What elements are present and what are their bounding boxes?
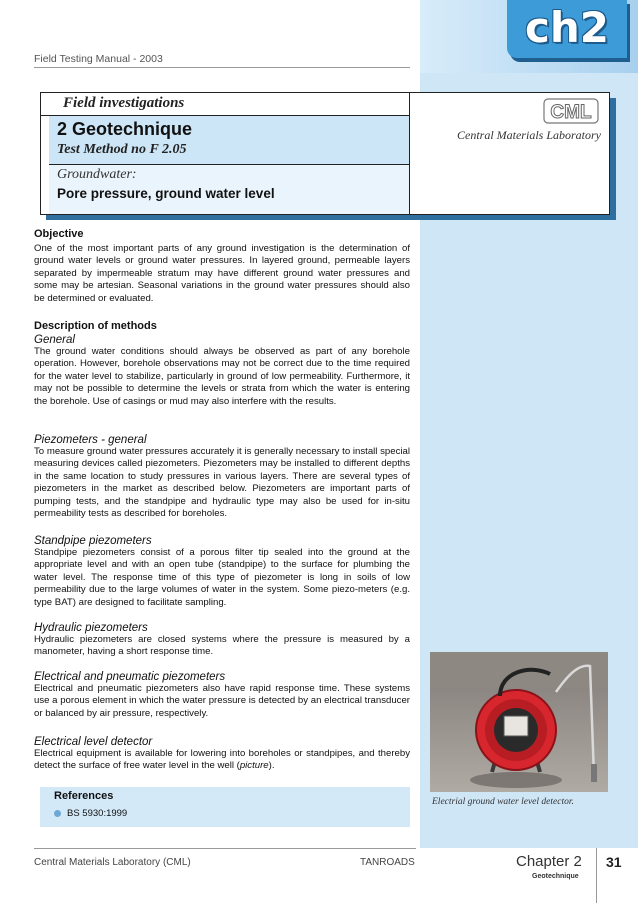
footer-rule — [34, 848, 416, 849]
electrical-pneumatic-text: Electrical and pneumatic piezometers also have rapid response time. These systems use a porous element in which the water pressure is detected by an electrical transducer or balanced by air pressure, respectively. — [34, 683, 410, 719]
piezometers-general-text: To measure ground water pressures accurately it is generally necessary to install special measuring devices called piezometers. Piezometers may be installed to different depths in the same location to study pressures in various layers. There are several types of piezometers in the market as described below. Piezometers are important parts of pumping tests, and the standpipe and hydraulic type may also be used for in-situ permeability tests as described for boreholes. — [34, 446, 410, 520]
bullet-icon — [54, 810, 61, 817]
test-method-label: Test Method no F 2.05 — [57, 142, 187, 157]
org-block — [410, 92, 610, 215]
level-detector-text: Electrical equipment is available for lowering into boreholes or standpipes, and thereby detect the surface of free water level in the well (picture). — [34, 748, 410, 772]
footer-right: TANROADS — [360, 857, 415, 868]
methods-section — [34, 320, 410, 408]
references-box — [40, 787, 410, 827]
standpipe-text: Standpipe piezometers consist of a porous filter tip sealed into the ground at the appropriate level and with an open tube (standpipe) to the surface for plumbing the water level. The response time of this type of piezometer is long in soils of low permeability due to the large volumes of water in the system. Some piezo-meters (e.g. type BAT) are designed to facilitate sampling. — [34, 547, 410, 608]
objective-section — [34, 228, 410, 305]
chapter-sublabel: Geotechnique — [532, 873, 579, 880]
org-name: Central Materials Laboratory — [456, 128, 601, 142]
svg-text:CML: CML — [550, 102, 592, 123]
standpipe-heading: Standpipe piezometers — [34, 535, 152, 547]
level-detector-heading: Electrical level detector — [34, 736, 153, 748]
page-number: 31 — [606, 854, 622, 870]
subject-label: Groundwater: — [57, 167, 137, 182]
general-heading: General — [34, 334, 75, 346]
objective-heading: Objective — [34, 228, 84, 240]
category-row — [41, 93, 409, 116]
reference-item: BS 5930:1999 — [54, 808, 127, 819]
cml-logo-icon — [543, 98, 599, 124]
level-detector-photo — [430, 652, 608, 792]
category-label: Field investigations — [63, 95, 185, 111]
standpipe-section — [34, 535, 410, 609]
chapter-label: Chapter 2 — [516, 853, 582, 870]
piezometers-general-heading: Piezometers - general — [34, 434, 147, 446]
references-heading: References — [54, 790, 114, 802]
hydraulic-heading: Hydraulic piezometers — [34, 622, 148, 634]
hydraulic-section — [34, 622, 410, 659]
chapter-tab-label: ch2 — [524, 3, 610, 52]
footer-separator — [596, 848, 597, 903]
title-row — [49, 116, 409, 165]
title-block — [40, 92, 410, 215]
section-title: 2 Geotechnique — [57, 119, 193, 139]
objective-text: One of the most important parts of any ground investigation is the determination of ground water levels or ground water pressures. In layered ground, permeable layers separated by impermeable stratum may have different ground water pressures and some may be artesian. Seasonal variations in the ground water pressures should also be determined or evaluated. — [34, 243, 410, 304]
header-rule — [34, 67, 410, 68]
general-text: The ground water conditions should always be observed as part of any borehole operation. However, borehole observations may not be correct due to the time required for the water level to stabilize, particularly in ground of low permeability. Furthermore, it may not be possible to determine the levels or strata from which the water is entering the borehole. Use of casings or mud may also interfere with the results. — [34, 346, 410, 407]
electrical-pneumatic-heading: Electrical and pneumatic piezometers — [34, 671, 226, 683]
picture-ref: picture — [239, 760, 269, 772]
hydraulic-text: Hydraulic piezometers are closed systems where the pressure is measured by a manometer, having a short response time. — [34, 634, 410, 658]
footer-left: Central Materials Laboratory (CML) — [34, 857, 191, 868]
chapter-tab — [507, 0, 627, 58]
subject-row — [49, 165, 409, 214]
methods-heading: Description of methods — [34, 320, 157, 332]
manual-title: Field Testing Manual - 2003 — [34, 53, 163, 65]
subject-title: Pore pressure, ground water level — [57, 186, 275, 201]
level-detector-section — [34, 736, 410, 773]
piezometers-general-section — [34, 434, 410, 520]
photo-caption: Electrial ground water level detector. — [432, 797, 574, 807]
electrical-pneumatic-section — [34, 671, 410, 720]
